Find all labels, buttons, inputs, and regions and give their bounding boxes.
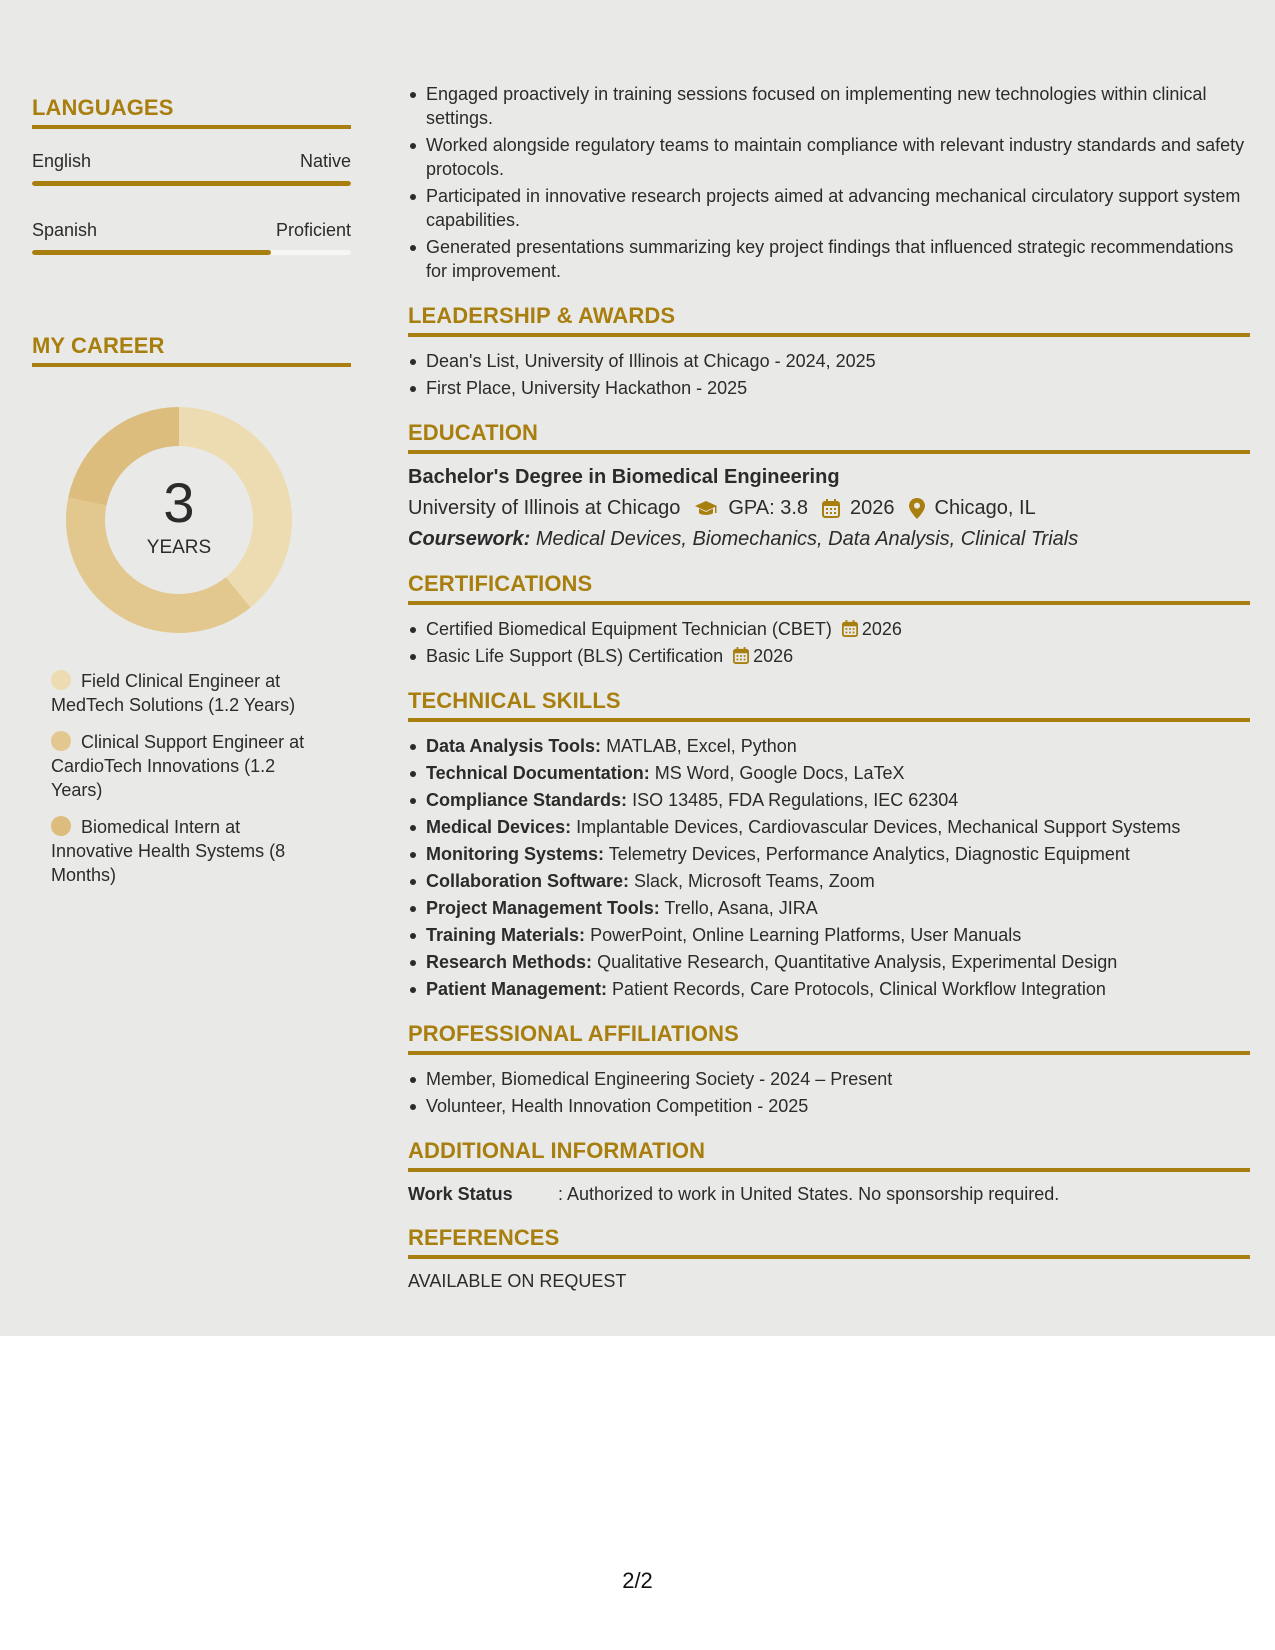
- cert-date: 2026: [753, 646, 794, 666]
- calendar-icon: [822, 499, 840, 518]
- leadership-section: [408, 303, 1250, 400]
- skill-label: Data Analysis Tools:: [426, 736, 602, 756]
- graduation-year: 2026: [850, 497, 895, 519]
- legend-dot: [51, 731, 71, 751]
- section-title: EDUCATION: [408, 420, 1250, 454]
- references-section: [408, 1225, 1250, 1292]
- list-item: [408, 950, 1250, 974]
- section-title: PROFESSIONAL AFFILIATIONS: [408, 1021, 1250, 1055]
- section-title: ADDITIONAL INFORMATION: [408, 1138, 1250, 1172]
- work-status-label: Work Status: [408, 1184, 513, 1204]
- school-name: University of Illinois at Chicago: [408, 497, 681, 519]
- left-column: [32, 95, 351, 900]
- legend-item: [51, 730, 321, 802]
- list-item: First Place, University Hackathon - 2025: [408, 376, 1250, 400]
- skill-value: Telemetry Devices, Performance Analytics, Diagnostic Equipment: [608, 844, 1130, 864]
- language-level: Native: [299, 151, 351, 171]
- career-title: MY CAREER: [32, 333, 351, 367]
- list-item: Dean's List, University of Illinois at Chicago - 2024, 2025: [408, 349, 1250, 373]
- skill-value: ISO 13485, FDA Regulations, IEC 62304: [632, 790, 959, 810]
- school-location: Chicago, IL: [934, 497, 1036, 519]
- education-details: [408, 497, 1250, 520]
- section-title: LEADERSHIP & AWARDS: [408, 303, 1250, 337]
- career-section: [32, 333, 351, 887]
- legend-label: Field Clinical Engineer at MedTech Solutions (1.2 Years): [51, 671, 296, 715]
- language-name: Spanish: [32, 220, 98, 240]
- list-item: Participated in innovative research projects aimed at advancing mechanical circulatory support system capabilities.: [408, 184, 1250, 232]
- skill-label: Medical Devices:: [426, 817, 572, 837]
- work-status: [408, 1184, 1250, 1205]
- skill-value: Implantable Devices, Cardiovascular Devices, Mechanical Support Systems: [576, 817, 1181, 837]
- skill-label: Project Management Tools:: [426, 898, 660, 918]
- page-number: 2/2: [622, 1568, 653, 1593]
- skill-label: Training Materials:: [426, 925, 586, 945]
- list-item: [408, 923, 1250, 947]
- list-item: [408, 977, 1250, 1001]
- cert-name: Certified Biomedical Equipment Technician (CBET): [426, 619, 832, 639]
- legend-item: [51, 815, 321, 887]
- list-item: Engaged proactively in training sessions focused on implementing new technologies within clinical settings.: [408, 82, 1250, 130]
- legend-label: Clinical Support Engineer at CardioTech Innovations (1.2 Years): [51, 732, 305, 800]
- coursework: [408, 528, 1250, 551]
- experience-bullets: [408, 82, 1250, 283]
- list-item: [408, 734, 1250, 758]
- list-item: [408, 761, 1250, 785]
- skill-label: Patient Management:: [426, 979, 608, 999]
- skill-value: MATLAB, Excel, Python: [606, 736, 797, 756]
- coursework-value: Medical Devices, Biomechanics, Data Analysis, Clinical Trials: [535, 528, 1079, 550]
- section-title: TECHNICAL SKILLS: [408, 688, 1250, 722]
- skill-value: PowerPoint, Online Learning Platforms, User Manuals: [590, 925, 1022, 945]
- calendar-icon: [842, 620, 858, 637]
- graduation-cap-icon: [694, 500, 718, 518]
- section-title: REFERENCES: [408, 1225, 1250, 1259]
- career-total-number: 3: [163, 471, 195, 534]
- language-spanish: [32, 220, 351, 255]
- list-item: [408, 788, 1250, 812]
- list-item: [408, 869, 1250, 893]
- legend-item: [51, 669, 321, 717]
- certifications-section: [408, 571, 1250, 668]
- language-bar-fill: [32, 181, 351, 186]
- list-item: Worked alongside regulatory teams to maintain compliance with relevant industry standards and safety protocols.: [408, 133, 1250, 181]
- skill-value: MS Word, Google Docs, LaTeX: [654, 763, 905, 783]
- career-legend: [51, 669, 321, 887]
- skill-label: Research Methods:: [426, 952, 593, 972]
- affiliations-section: [408, 1021, 1250, 1118]
- skill-label: Compliance Standards:: [426, 790, 628, 810]
- career-total-unit: YEARS: [146, 537, 212, 558]
- list-item: [408, 617, 1250, 641]
- legend-dot: [51, 816, 71, 836]
- language-english: [32, 151, 351, 186]
- legend-label: Biomedical Intern at Innovative Health Systems (8 Months): [51, 817, 286, 885]
- skill-label: Monitoring Systems:: [426, 844, 605, 864]
- skill-value: Qualitative Research, Quantitative Analysis, Experimental Design: [597, 952, 1118, 972]
- cert-date: 2026: [861, 619, 902, 639]
- section-title: CERTIFICATIONS: [408, 571, 1250, 605]
- references-text: AVAILABLE ON REQUEST: [408, 1271, 627, 1291]
- right-column: [408, 82, 1250, 1292]
- gpa: GPA: 3.8: [728, 497, 809, 519]
- legend-dot: [51, 670, 71, 690]
- skill-label: Technical Documentation:: [426, 763, 650, 783]
- language-level: Proficient: [275, 220, 351, 240]
- coursework-label: Coursework:: [408, 528, 531, 550]
- calendar-icon: [733, 647, 749, 664]
- skill-value: Trello, Asana, JIRA: [664, 898, 818, 918]
- skill-value: Slack, Microsoft Teams, Zoom: [634, 871, 875, 891]
- list-item: [408, 896, 1250, 920]
- list-item: Member, Biomedical Engineering Society - 2024 – Present: [408, 1067, 1250, 1091]
- language-bar: [32, 181, 351, 186]
- degree-title: Bachelor's Degree in Biomedical Engineering: [408, 466, 840, 488]
- cert-name: Basic Life Support (BLS) Certification: [426, 646, 724, 666]
- skill-label: Collaboration Software:: [426, 871, 630, 891]
- language-bar: [32, 250, 351, 255]
- list-item: [408, 644, 1250, 668]
- skill-value: Patient Records, Care Protocols, Clinical Workflow Integration: [612, 979, 1106, 999]
- education-section: [408, 420, 1250, 551]
- list-item: [408, 842, 1250, 866]
- work-status-value: : Authorized to work in United States. No sponsorship required.: [558, 1184, 1060, 1204]
- list-item: Generated presentations summarizing key project findings that influenced strategic recommendations for improvement.: [408, 235, 1250, 283]
- additional-section: [408, 1138, 1250, 1205]
- languages-title: LANGUAGES: [32, 95, 351, 129]
- donut-center: [66, 407, 292, 633]
- language-name: English: [32, 151, 92, 171]
- career-donut-chart: [66, 407, 292, 633]
- language-bar-fill: [32, 250, 271, 255]
- list-item: Volunteer, Health Innovation Competition - 2025: [408, 1094, 1250, 1118]
- location-pin-icon: [909, 498, 925, 519]
- list-item: [408, 815, 1250, 839]
- skills-section: [408, 688, 1250, 1001]
